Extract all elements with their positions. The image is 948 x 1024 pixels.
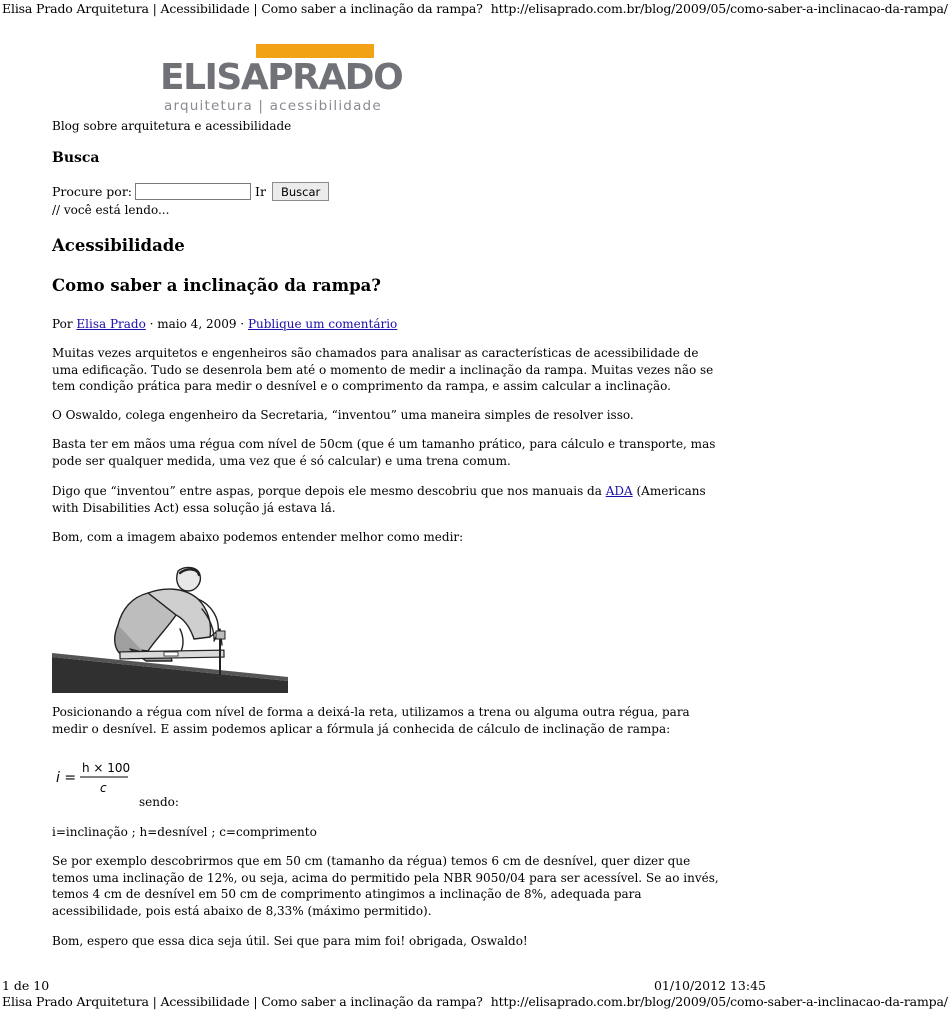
search-label: Procure por: (52, 184, 133, 199)
formula-numerator: h × 100 (82, 761, 131, 775)
paragraph-4 (52, 483, 722, 516)
paragraph-6: Posicionando a régua com nível de forma a deixá-la reta, utilizamos a trena ou alguma outra régua, para medir o desnível. E assim podemos aplicar a fórmula já conhecida de cálculo de inclinação de rampa: (52, 705, 690, 736)
print-footer-meta (2, 978, 766, 993)
site-tagline: Blog sobre arquitetura e acessibilidade (52, 119, 292, 133)
p4-before: Digo que “inventou” entre aspas, porque depois ele mesmo descobriu que nos manuais da (52, 484, 606, 498)
print-header-url: http://elisaprado.com.br/blog/2009/05/como-saber-a-inclinacao-da-rampa/ (490, 1, 948, 16)
paragraph-9: Bom, espero que essa dica seja útil. Sei que para mim foi! obrigada, Oswaldo! (52, 934, 528, 948)
print-footer-title: Elisa Prado Arquitetura | Acessibilidade | Como saber a inclinação da rampa? (2, 994, 483, 1009)
meta-by: Por (52, 317, 73, 331)
logo-accent-bar (256, 44, 374, 58)
search-go-label: Ir (255, 184, 266, 199)
page-number: 1 de 10 (2, 978, 50, 993)
paragraph-3: Basta ter em mãos uma régua com nível de 50cm (que é um tamanho prático, para cálculo e transporte, mas pode ser qualquer medida, uma vez que é só calcular) e uma trena comum. (52, 437, 716, 468)
paragraph-1: Muitas vezes arquitetos e engenheiros são chamados para analisar as características de acessibilidade de uma edificação. Tudo se desenrola bem até o momento de medir a inclinação da rampa. Muitas vezes não se tem condição prática para medir o desnível e o comprimento da rampa, e assim calcular a inclinação. (52, 346, 714, 393)
formula-lhs: i = (56, 770, 77, 786)
author-link[interactable]: Elisa Prado (76, 317, 146, 331)
paragraph-8: Se por exemplo descobrirmos que em 50 cm (tamanho da régua) temos 6 cm de desnível, quer dizer que temos uma inclinação de 12%, ou seja, acima do permitido pela NBR 9050/04 para ser acessível. Se ao invés, temos 4 cm de desnível em 50 cm de comprimento atingimos a inclinação de 8%, adequada para acessibilidade, pois está abaixo de 8,33% (máximo permitido). (52, 854, 719, 918)
ada-link[interactable]: ADA (605, 484, 633, 498)
reading-indicator: // você está lendo... (52, 203, 170, 217)
print-footer (2, 994, 948, 1009)
site-logo[interactable] (158, 42, 403, 118)
logo-subtitle: arquitetura | acessibilidade (164, 98, 382, 114)
post-meta (52, 317, 397, 331)
formula-sendo: sendo: (139, 795, 179, 809)
print-footer-url: http://elisaprado.com.br/blog/2009/05/como-saber-a-inclinacao-da-rampa/ (490, 994, 948, 1009)
search-input[interactable] (135, 183, 251, 200)
formula-denominator: c (100, 781, 107, 795)
comment-link[interactable]: Publique um comentário (247, 317, 398, 331)
paragraph-2: O Oswaldo, colega engenheiro da Secretaria, “inventou” uma maneira simples de resolver isso. (52, 408, 634, 422)
search-button[interactable]: Buscar (272, 182, 329, 201)
print-datetime: 01/10/2012 13:45 (653, 978, 766, 993)
p4-after: (Americans with Disabilities Act) essa solução já estava lá. (52, 484, 706, 515)
logo-wordmark: ELISAPRADO (160, 57, 403, 98)
search-title: Busca (52, 150, 100, 166)
slope-formula (52, 756, 142, 800)
print-header (2, 1, 948, 16)
category-heading: Acessibilidade (52, 236, 185, 255)
paragraph-7: i=inclinação ; h=desnível ; c=comprimento (52, 825, 317, 839)
post-date: · maio 4, 2009 · (145, 317, 248, 331)
print-header-title: Elisa Prado Arquitetura | Acessibilidade | Como saber a inclinação da rampa? (2, 1, 483, 16)
ramp-measuring-illustration (52, 565, 288, 693)
post-title: Como saber a inclinação da rampa? (52, 276, 381, 295)
search-form (52, 182, 329, 201)
paragraph-5: Bom, com a imagem abaixo podemos entender melhor como medir: (52, 530, 464, 544)
